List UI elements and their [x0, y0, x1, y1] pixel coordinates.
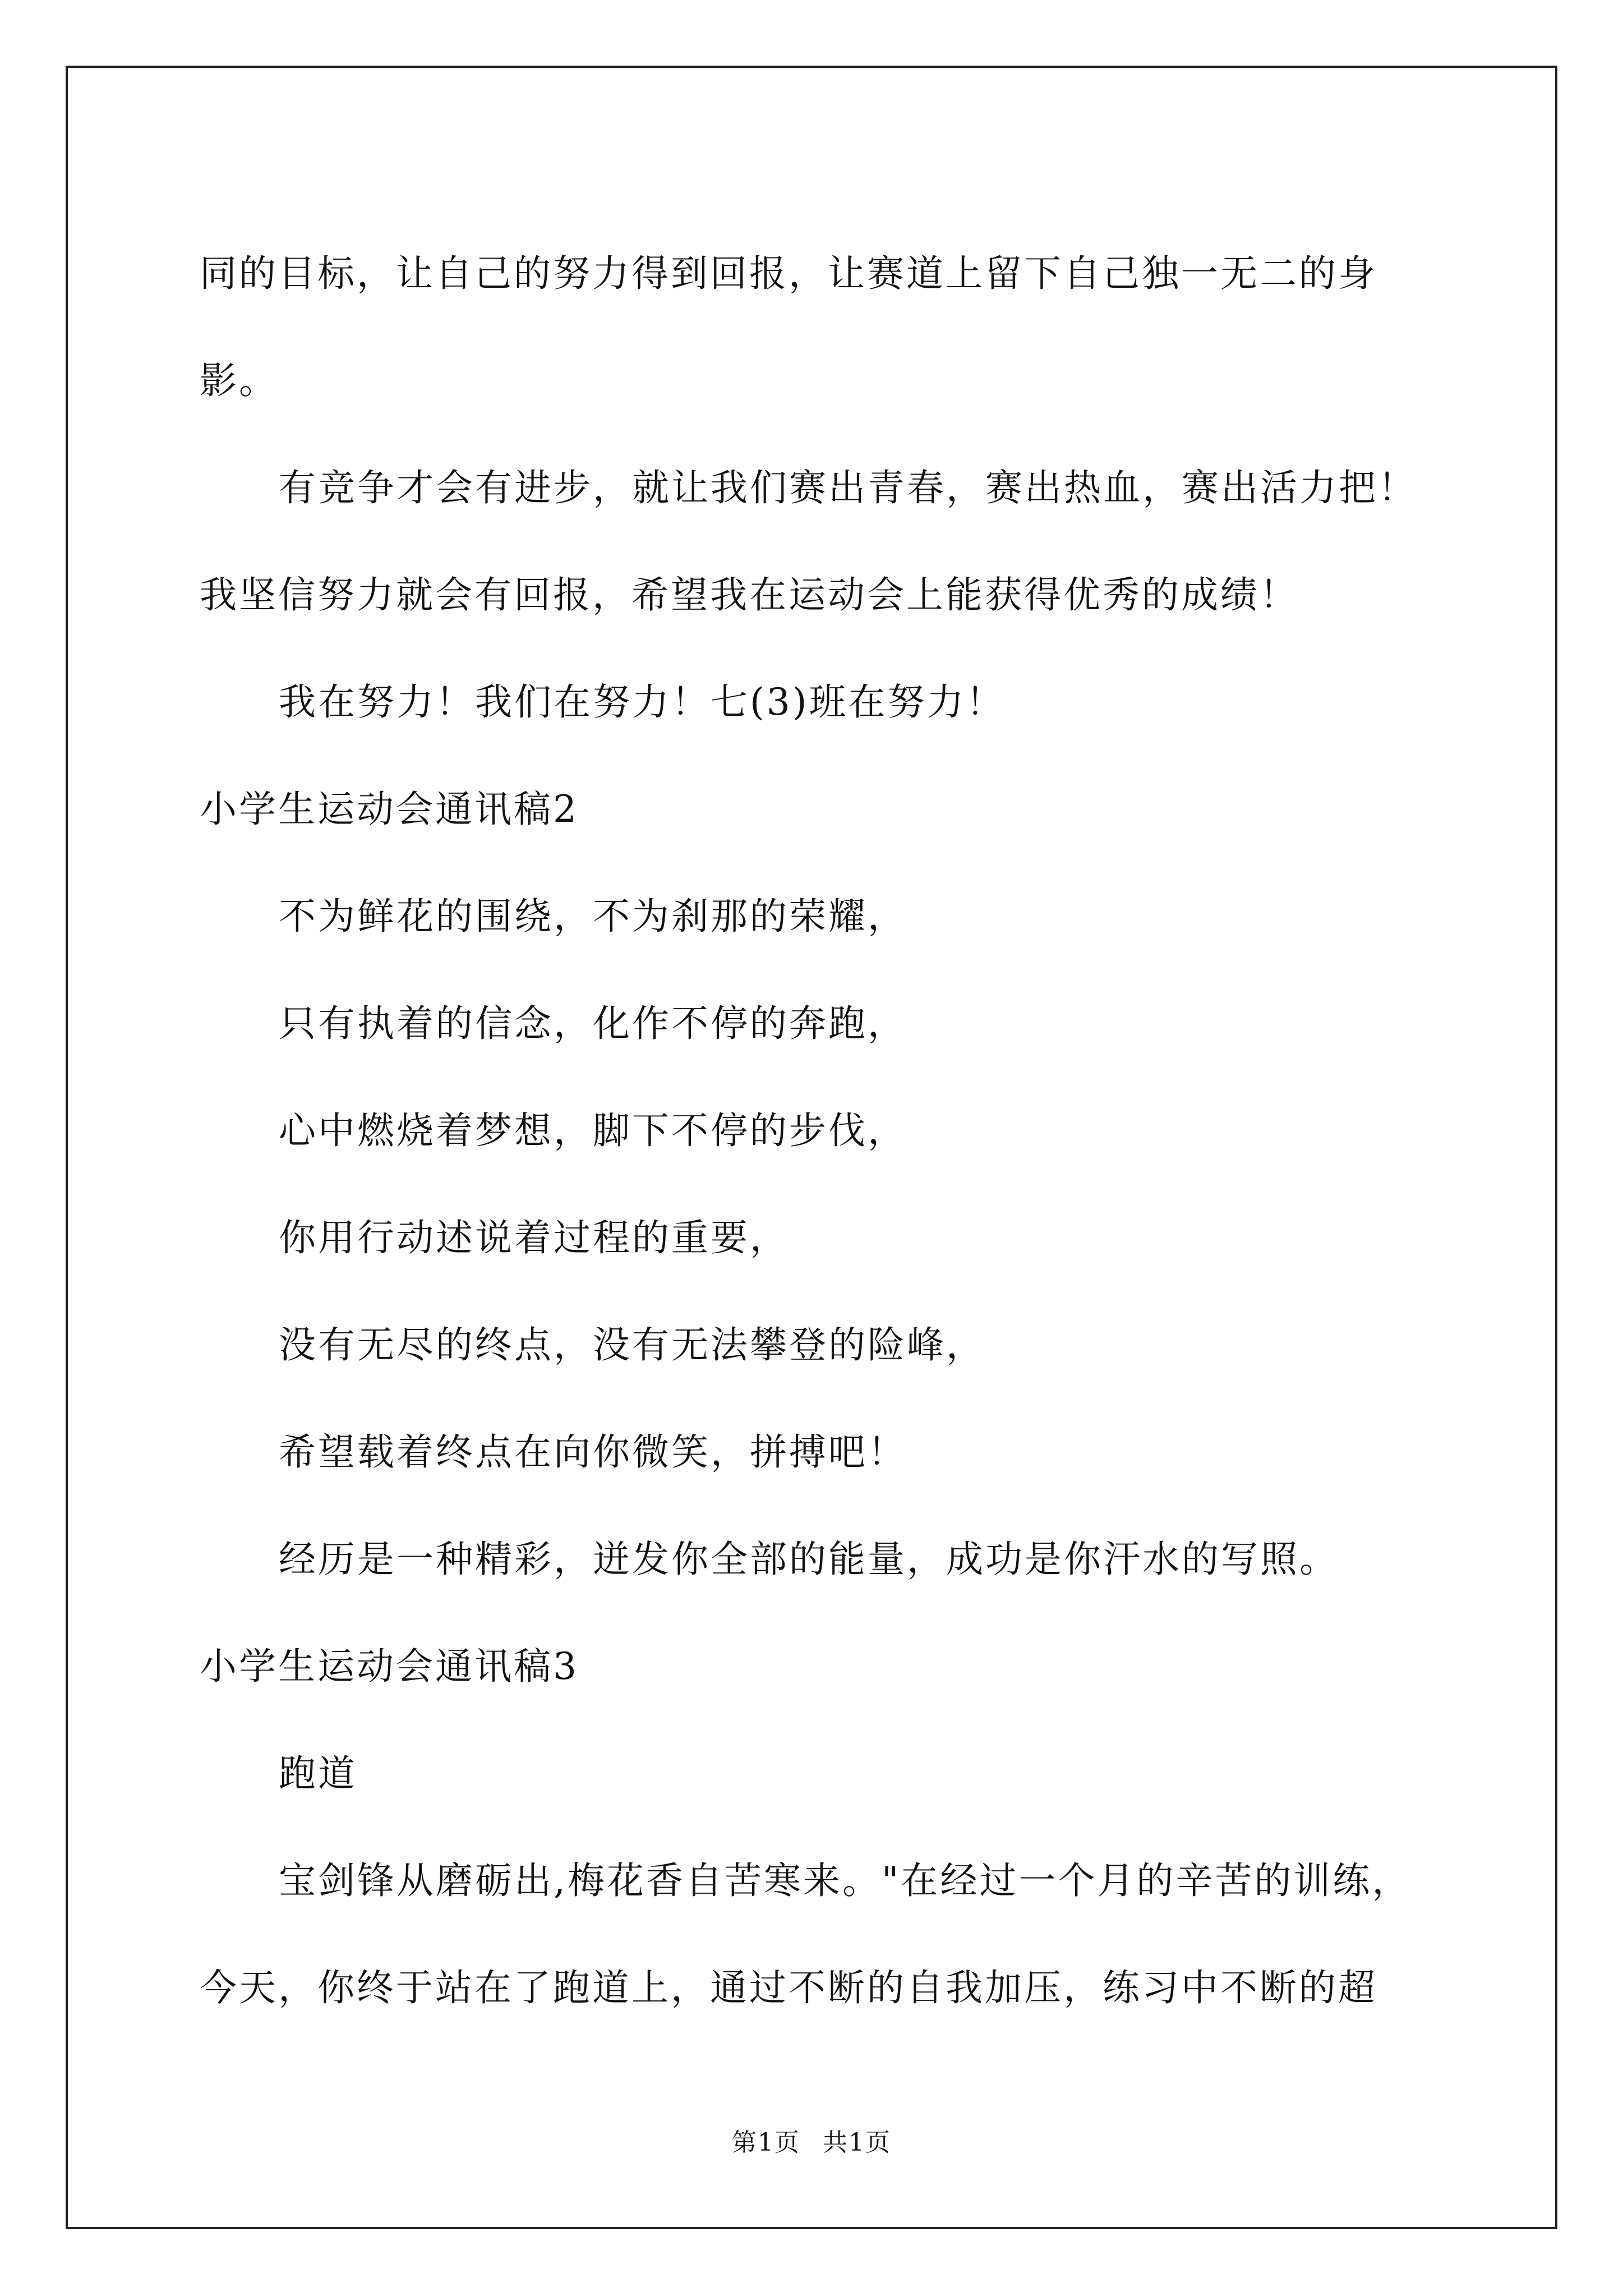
page-number: 第1页	[732, 2128, 800, 2157]
section-heading-2: 小学生运动会通讯稿2	[200, 788, 579, 831]
poem-line-1: 不为鲜花的围绕，不为刹那的荣耀，	[279, 895, 907, 938]
text-line-17: 今天，你终于站在了跑道上，通过不断的自我加压，练习中不断的超	[200, 1966, 1377, 2009]
text-line-4: 我坚信努力就会有回报，希望我在运动会上能获得优秀的成绩！	[200, 573, 1299, 616]
poem-line-5: 没有无尽的终点，没有无法攀登的险峰，	[279, 1323, 985, 1366]
text-line-16: 宝剑锋从磨砺出,梅花香自苦寒来。"在经过一个月的辛苦的训练，	[279, 1859, 1412, 1902]
page-footer	[0, 2126, 1623, 2160]
text-line-5: 我在努力！我们在努力！七(3)班在努力！	[279, 680, 1006, 724]
page-total: 共1页	[823, 2128, 891, 2157]
poem-line-4: 你用行动述说着过程的重要，	[279, 1216, 789, 1259]
text-line-3: 有竞争才会有进步，就让我们赛出青春，赛出热血，赛出活力把！	[279, 466, 1417, 509]
text-line-1: 同的目标，让自己的努力得到回报，让赛道上留下自己独一无二的身	[200, 252, 1377, 295]
poem-line-6: 希望载着终点在向你微笑，拼搏吧！	[279, 1430, 907, 1474]
poem-line-2: 只有执着的信念，化作不停的奔跑，	[279, 1002, 907, 1045]
document-body	[200, 220, 1461, 2041]
text-line-2: 影。	[200, 359, 278, 402]
subsection-title: 跑道	[279, 1752, 357, 1795]
poem-line-7: 经历是一种精彩，迸发你全部的能量，成功是你汗水的写照。	[279, 1538, 1339, 1581]
poem-line-3: 心中燃烧着梦想，脚下不停的步伐，	[279, 1109, 907, 1152]
section-heading-3: 小学生运动会通讯稿3	[200, 1645, 579, 1688]
